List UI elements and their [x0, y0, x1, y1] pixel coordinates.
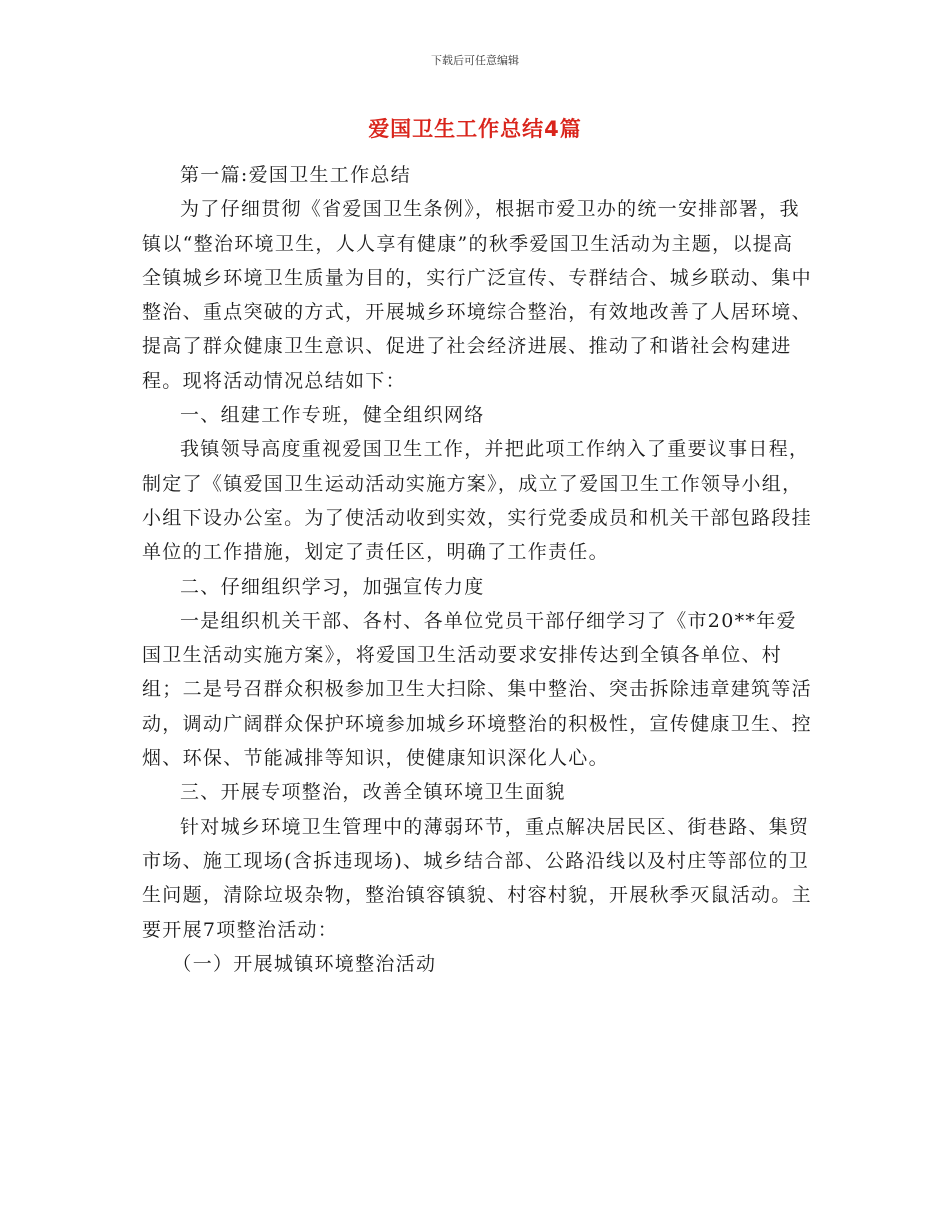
section-2-paragraph: 一是组织机关干部、各村、各单位党员干部仔细学习了《市20**年爱国卫生活动实施方案》，将爱国卫生活动要求安排传达到全镇各单位、村组；二是号召群众积极参加卫生大扫除、集中整治、突击拆除违章建筑等活动，调动广阔群众保护环境参加城乡环境整治的积极性，宣传健康卫生、控烟、环保、节能减排等知识，使健康知识深化人心。 — [142, 609, 812, 770]
section-heading-1: 一、组建工作专班，健全组织网络 — [180, 404, 485, 427]
document-title: 爱国卫生工作总结4篇 — [368, 117, 582, 141]
section-heading-2: 二、仔细组织学习，加强宣传力度 — [180, 575, 485, 598]
header-note: 下载后可任意编辑 — [431, 54, 519, 67]
section-heading-part-one: 第一篇:爱国卫生工作总结 — [180, 164, 412, 186]
intro-paragraph: 为了仔细贯彻《省爱国卫生条例》，根据市爱卫办的统一安排部署，我镇以“整治环境卫生，人人享有健康”的秋季爱国卫生活动为主题，以提高全镇城乡环境卫生质量为目的，实行广泛宣传、专群结合、城乡联动、集中整治、重点突破的方式，开展城乡环境综合整治，有效地改善了人居环境、提高了群众健康卫生意识、促进了社会经济进展、推动了和谐社会构建进程。现将活动情况总结如下： — [142, 198, 812, 392]
document-body — [142, 158, 812, 981]
section-3-paragraph: 针对城乡环境卫生管理中的薄弱环节，重点解决居民区、街巷路、集贸市场、施工现场(含拆违现场)、城乡结合部、公路沿线以及村庄等部位的卫生问题，清除垃圾杂物，整治镇容镇貌、村容村貌，开展秋季灭鼠活动。主要开展7项整治活动： — [142, 815, 812, 941]
section-1-paragraph: 我镇领导高度重视爱国卫生工作，并把此项工作纳入了重要议事日程，制定了《镇爱国卫生运动活动实施方案》，成立了爱国卫生工作领导小组，小组下设办公室。为了使活动收到实效，实行党委成员和机关干部包路段挂单位的工作措施，划定了责任区，明确了工作责任。 — [142, 438, 812, 564]
section-heading-3: 三、开展专项整治，改善全镇环境卫生面貌 — [180, 781, 566, 804]
subsection-heading-1: （一）开展城镇环境整治活动 — [172, 952, 437, 975]
